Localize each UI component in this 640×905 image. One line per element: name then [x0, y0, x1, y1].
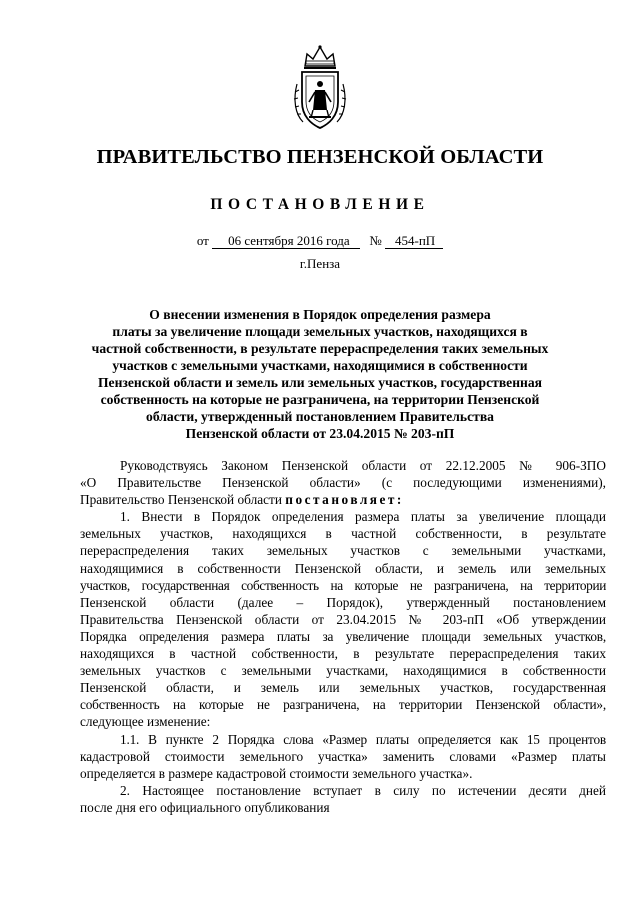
document-type: ПОСТАНОВЛЕНИЕ [210, 196, 430, 213]
city: г.Пенза [299, 256, 341, 271]
subject-line: частной собственности, в результате перераспределения таких земельных [91, 341, 549, 356]
item1-line: следующее изменение: [80, 714, 211, 730]
preamble-line: «О Правительстве Пензенской области» (с последующими изменениями), [80, 475, 606, 491]
item1-line: находящимися в собственности Пензенской области, и земель или земельных [80, 560, 606, 576]
subject-line: участков с земельными участками, находящимися в собственности [112, 358, 528, 373]
decides-word: постановляет: [285, 492, 404, 508]
item11-line: определяется в размере кадастровой стоимости земельного участка». [80, 765, 473, 781]
item1-line: Пензенской области (далее – Порядок), утвержденный постановлением [80, 594, 606, 610]
item1-line: земельных участков, находящихся в частной собственности, в результате [80, 526, 606, 542]
subject-line: области, утвержденный постановлением Правительства [146, 409, 494, 424]
preamble-closing [80, 491, 606, 508]
item11-line: кадастровой стоимости земельного участка» заменить словами «Размер платы [80, 748, 606, 764]
item1-line: Порядка определения размера платы за увеличение площади земельных участков, [80, 628, 606, 644]
subject-line: О внесении изменения в Порядок определения размера [149, 307, 491, 322]
subject-line: платы за увеличение площади земельных участков, находящихся в [112, 324, 528, 339]
preamble-end: Правительство Пензенской области [80, 492, 282, 508]
item1-line: участков, государственная собственность на которые не разграничена, на территории [80, 577, 606, 593]
item2-line: после дня его официального опубликования [80, 799, 330, 815]
document-subject [80, 306, 560, 442]
item1-line: собственность на которые не разграничена, на территории Пензенской области», [80, 697, 606, 713]
subject-line: собственность на которые не разграничена, на территории Пензенской [100, 392, 540, 407]
item1-line: перераспределения таких земельных участков с земельными участками, [80, 543, 606, 559]
coat-of-arms-icon [291, 44, 349, 132]
document-body [80, 457, 606, 816]
date-number-line [0, 233, 640, 249]
item1-line: земельных участков с земельными участками, находящимися в собственности [80, 663, 606, 679]
subject-line: Пензенской области от 23.04.2015 № 203-пП [185, 426, 455, 441]
item1-line: находящихся в частной собственности, в результате перераспределения таких [80, 646, 606, 662]
item11-line: 1.1. В пункте 2 Порядка слова «Размер платы определяется как 15 процентов [120, 731, 606, 747]
document-date: 06 сентября 2016 года [212, 233, 360, 249]
document-number: 454-пП [385, 233, 443, 249]
government-title: ПРАВИТЕЛЬСТВО ПЕНЗЕНСКОЙ ОБЛАСТИ [96, 146, 544, 168]
item1-line: 1. Внести в Порядок определения размера платы за увеличение площади [120, 509, 606, 525]
item1-line: Правительства Пензенской области от 23.04.2015 № 203-пП «Об утверждении [80, 611, 606, 627]
subject-line: Пензенской области и земель или земельных участков, государственная [97, 375, 543, 390]
date-prefix: от [196, 233, 209, 248]
number-prefix: № [369, 233, 382, 248]
item1-line: Пензенской области, и земель или земельных участков, государственная [80, 680, 606, 696]
preamble-line: Руководствуясь Законом Пензенской области от 22.12.2005 № 906-ЗПО [120, 458, 606, 473]
item2-line: 2. Настоящее постановление вступает в силу по истечении десяти дней [120, 782, 606, 798]
